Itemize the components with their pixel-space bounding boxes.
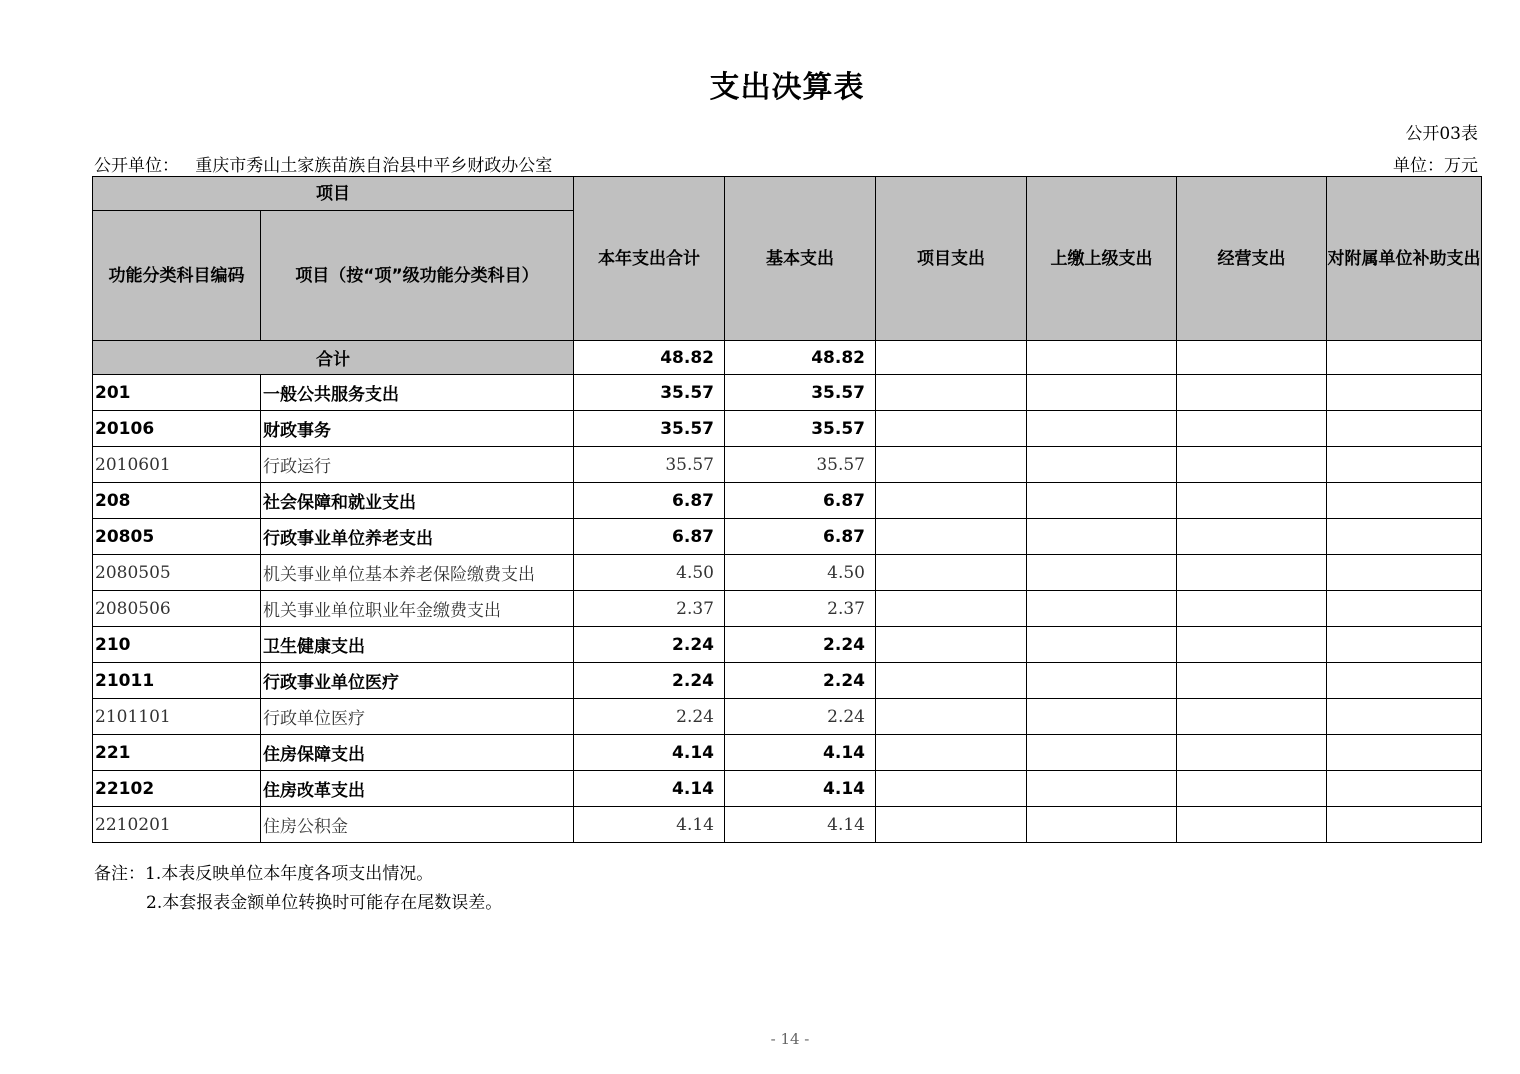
reporting-unit: 公开单位： 重庆市秀山土家族苗族自治县中平乡财政办公室 [94,156,553,176]
row-basic: 35.57 [725,447,876,483]
row-project [876,519,1027,555]
header-project: 项目支出 [876,177,1027,341]
row-business [1177,411,1327,447]
row-upper [1027,699,1177,735]
row-total: 4.14 [574,735,725,771]
row-project [876,771,1027,807]
row-project [876,591,1027,627]
row-basic: 2.24 [725,663,876,699]
row-name: 行政事业单位医疗 [261,663,574,699]
table-row [93,483,1482,519]
row-project [876,699,1027,735]
row-business [1177,375,1327,411]
table-row [93,627,1482,663]
row-name: 住房改革支出 [261,771,574,807]
total-upper [1027,341,1177,375]
row-upper [1027,627,1177,663]
notes [94,860,502,918]
header-upper: 上缴上级支出 [1027,177,1177,341]
row-project [876,411,1027,447]
row-business [1177,591,1327,627]
row-business [1177,447,1327,483]
table-row [93,735,1482,771]
row-basic: 4.50 [725,555,876,591]
row-project [876,447,1027,483]
row-subsidy [1327,591,1482,627]
row-upper [1027,591,1177,627]
row-subsidy [1327,447,1482,483]
row-subsidy [1327,483,1482,519]
row-business [1177,483,1327,519]
page-title: 支出决算表 [709,70,865,105]
row-total: 6.87 [574,519,725,555]
row-business [1177,807,1327,843]
row-basic: 2.24 [725,699,876,735]
row-code: 2080506 [93,591,261,627]
table-row [93,663,1482,699]
row-business [1177,555,1327,591]
row-upper [1027,555,1177,591]
row-code: 20106 [93,411,261,447]
header-business: 经营支出 [1177,177,1327,341]
row-subsidy [1327,555,1482,591]
row-upper [1027,735,1177,771]
table-row [93,519,1482,555]
row-total: 35.57 [574,375,725,411]
row-subsidy [1327,627,1482,663]
table-row [93,375,1482,411]
row-code: 2101101 [93,699,261,735]
row-name: 行政事业单位养老支出 [261,519,574,555]
row-name: 行政运行 [261,447,574,483]
row-total: 2.24 [574,627,725,663]
total-basic: 48.82 [725,341,876,375]
row-total: 35.57 [574,447,725,483]
row-basic: 35.57 [725,411,876,447]
row-subsidy [1327,663,1482,699]
total-project [876,341,1027,375]
row-total: 4.14 [574,807,725,843]
row-subsidy [1327,771,1482,807]
row-project [876,807,1027,843]
row-basic: 6.87 [725,519,876,555]
row-subsidy [1327,519,1482,555]
row-name: 社会保障和就业支出 [261,483,574,519]
table-row [93,771,1482,807]
row-upper [1027,771,1177,807]
money-unit: 单位：万元 [1393,156,1478,176]
row-upper [1027,375,1177,411]
row-upper [1027,807,1177,843]
note-1: 备注：1.本表反映单位本年度各项支出情况。 [94,864,434,884]
row-name: 机关事业单位基本养老保险缴费支出 [261,555,574,591]
row-project [876,555,1027,591]
row-subsidy [1327,375,1482,411]
row-total: 6.87 [574,483,725,519]
total-row [93,341,1482,375]
row-basic: 4.14 [725,771,876,807]
row-upper [1027,411,1177,447]
row-code: 201 [93,375,261,411]
row-name: 财政事务 [261,411,574,447]
total-business [1177,341,1327,375]
row-basic: 2.24 [725,627,876,663]
row-code: 2210201 [93,807,261,843]
row-code: 22102 [93,771,261,807]
row-project [876,735,1027,771]
row-basic: 4.14 [725,807,876,843]
row-code: 20805 [93,519,261,555]
row-total: 4.50 [574,555,725,591]
row-total: 2.37 [574,591,725,627]
row-total: 2.24 [574,699,725,735]
row-upper [1027,663,1177,699]
row-upper [1027,519,1177,555]
row-total: 35.57 [574,411,725,447]
row-code: 21011 [93,663,261,699]
header-subsidy: 对附属单位补助支出 [1327,177,1482,341]
page-number: - 14 - [770,1030,810,1048]
row-business [1177,771,1327,807]
header-code: 功能分类科目编码 [93,211,261,341]
row-subsidy [1327,699,1482,735]
table-row [93,699,1482,735]
row-name: 机关事业单位职业年金缴费支出 [261,591,574,627]
row-code: 2080505 [93,555,261,591]
row-subsidy [1327,735,1482,771]
row-name: 一般公共服务支出 [261,375,574,411]
row-basic: 4.14 [725,735,876,771]
row-basic: 35.57 [725,375,876,411]
header-total: 本年支出合计 [574,177,725,341]
table-row [93,447,1482,483]
total-label: 合计 [93,341,574,375]
row-name: 住房公积金 [261,807,574,843]
row-project [876,375,1027,411]
total-subsidy [1327,341,1482,375]
row-name: 行政单位医疗 [261,699,574,735]
form-number: 公开03表 [1405,124,1478,144]
row-basic: 2.37 [725,591,876,627]
note-2: 2.本套报表金额单位转换时可能存在尾数误差。 [146,893,503,913]
header-item-group: 项目 [93,177,574,211]
row-business [1177,627,1327,663]
row-basic: 6.87 [725,483,876,519]
table-row [93,591,1482,627]
table-row [93,555,1482,591]
row-business [1177,663,1327,699]
table-row [93,411,1482,447]
row-code: 208 [93,483,261,519]
row-business [1177,735,1327,771]
row-name: 住房保障支出 [261,735,574,771]
row-subsidy [1327,411,1482,447]
table-row [93,807,1482,843]
header-name: 项目（按“项”级功能分类科目） [261,211,574,341]
row-code: 2010601 [93,447,261,483]
row-code: 221 [93,735,261,771]
row-total: 2.24 [574,663,725,699]
row-upper [1027,483,1177,519]
expenditure-table [92,176,1482,843]
row-project [876,627,1027,663]
header-basic: 基本支出 [725,177,876,341]
row-business [1177,519,1327,555]
row-name: 卫生健康支出 [261,627,574,663]
total-amount: 48.82 [574,341,725,375]
row-upper [1027,447,1177,483]
row-project [876,663,1027,699]
row-code: 210 [93,627,261,663]
row-total: 4.14 [574,771,725,807]
row-subsidy [1327,807,1482,843]
row-project [876,483,1027,519]
row-business [1177,699,1327,735]
